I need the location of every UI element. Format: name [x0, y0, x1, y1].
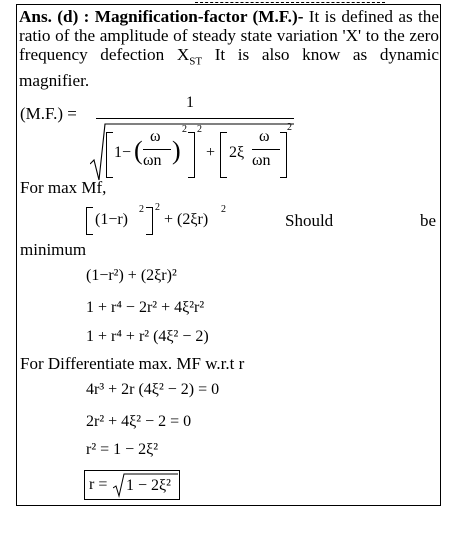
should-text: Should: [285, 211, 334, 230]
mf-numerator: 1: [186, 94, 194, 111]
eq1-exp-mid: 2: [221, 204, 226, 215]
one-minus: 1−: [114, 144, 132, 161]
eq3: 1 + r⁴ − 2r² + 4ξ²r²: [86, 299, 205, 316]
paren-close: ): [172, 136, 181, 165]
eq2: (1−r²) + (2ξr)²: [86, 267, 177, 284]
eq8-lhs: r =: [89, 476, 108, 493]
eq5: 4r³ + 2r (4ξ² − 2) = 0: [86, 381, 220, 398]
definition-text: It is defined as the ratio of the amplitude of steady state variation 'X' to the zero frequency defection X: [19, 7, 439, 64]
omega-frac-bar: [143, 149, 171, 150]
eq6: 2r² + 4ξ² − 2 = 0: [86, 413, 192, 430]
mf-fraction-bar: [96, 118, 294, 119]
differentiate-text: For Differentiate max. MF w.r.t r: [20, 354, 245, 373]
eq1-exp-inner: 2: [139, 204, 144, 215]
answer-label: Ans. (d) : Magnification-factor (M.F.)-: [19, 7, 304, 26]
eq8-radicand: 1 − 2ξ²: [126, 477, 171, 494]
plus-sign: +: [206, 144, 216, 161]
be-text: be: [420, 211, 437, 230]
omega-num-2: ω: [259, 128, 270, 145]
eq7: r² = 1 − 2ξ²: [86, 441, 159, 458]
right-bracket-3: [146, 207, 153, 235]
eq4: 1 + r⁴ + r² (4ξ² − 2): [86, 328, 209, 345]
right-bracket-2: [280, 132, 287, 178]
exp-outer-1: 2: [197, 124, 202, 135]
eq1-exp-outer: 2: [155, 202, 160, 213]
mf-lhs: (M.F.) =: [20, 104, 77, 123]
for-max-text: For max Mf,: [20, 178, 107, 197]
left-bracket-2: [220, 132, 227, 178]
subscript-st: ST: [189, 55, 203, 68]
omega-n-den-2: ωn: [252, 152, 271, 169]
left-bracket-1: [106, 132, 113, 178]
omega-n-den: ωn: [143, 152, 162, 169]
definition-tail: It is also know as dynamic magnifier.: [19, 45, 439, 91]
answer-paragraph: [19, 7, 439, 90]
omega-num: ω: [150, 128, 161, 145]
eq1-lhs: (1−r): [95, 211, 129, 228]
eq1-mid: + (2ξr): [164, 211, 209, 228]
right-bracket-1: [188, 132, 195, 178]
paren-open: (: [134, 136, 143, 165]
minimum-text: minimum: [20, 240, 87, 259]
exp-outer-2: 2: [287, 122, 292, 133]
omega-frac-bar-2: [252, 149, 280, 150]
left-bracket-3: [86, 207, 93, 235]
two-xi: 2ξ: [229, 144, 245, 161]
exp-inner: 2: [182, 124, 187, 135]
